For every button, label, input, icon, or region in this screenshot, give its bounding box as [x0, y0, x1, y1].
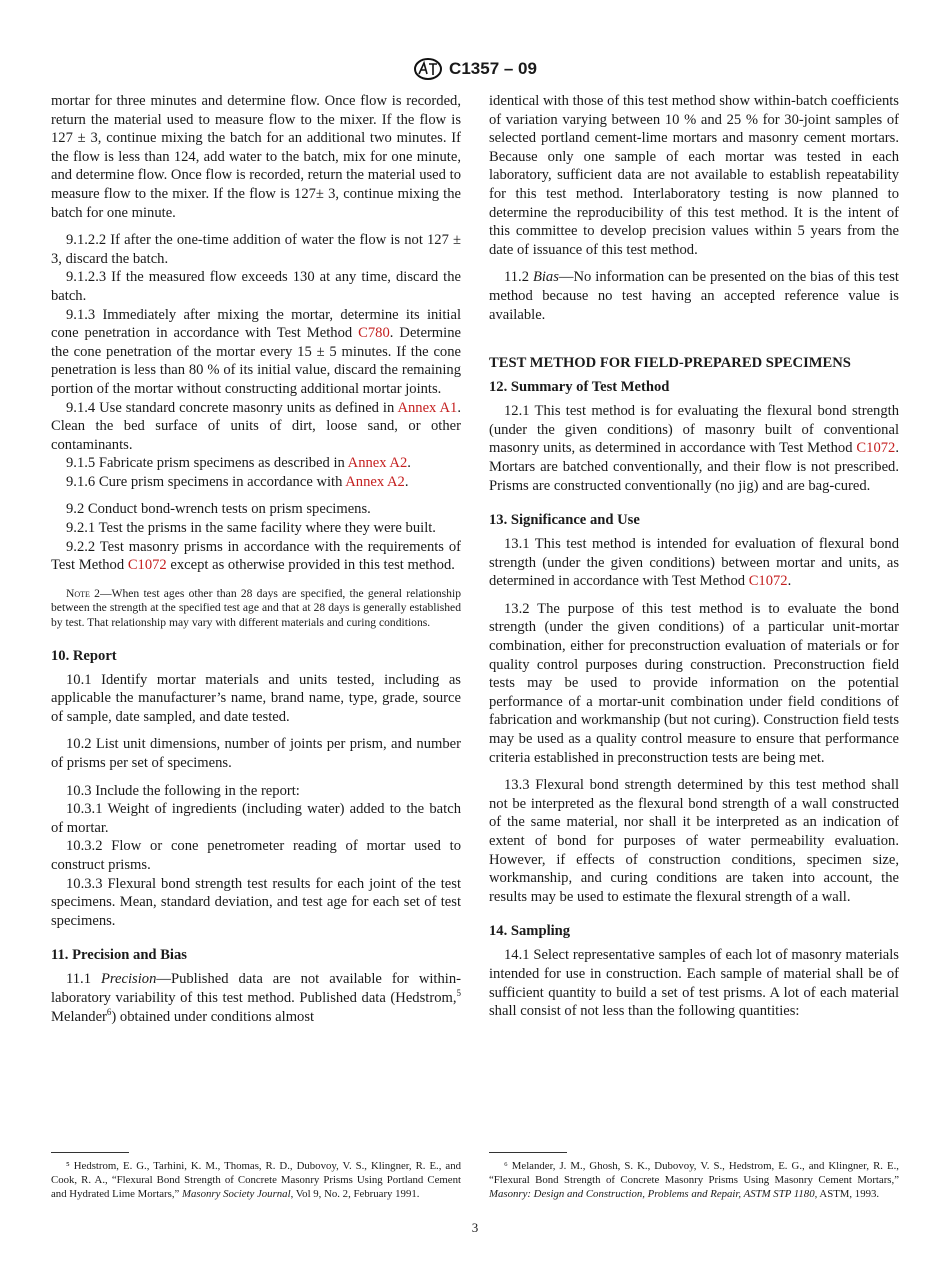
paragraph: 10.3 Include the following in the report: [66, 782, 300, 799]
paragraph: 9.1.5 Fabricate prism specimens as described in Annex A2. [66, 455, 411, 472]
ref-link-annex-a2[interactable]: Annex A2 [345, 473, 405, 490]
ref-link-annex-a1[interactable]: Annex A1 [397, 399, 458, 416]
section-heading: 14. Sampling [489, 923, 571, 940]
paragraph: 12.1 This test method is for evaluating the flexural bond strength (under the given conditions) of masonry built of conventional masonry units, as determined in accordance with Test Method C1072. Mortars are batched conventionally, and their flow is not prescribed. Prisms are constructed conventionally (no jig) and are bag-cured. [489, 403, 899, 494]
paragraph: 10.1 Identify mortar materials and units tested, including as applicable the manufacturer’s name, brand name, type, grade, source of sample, date sampled, and date tested. [51, 671, 461, 725]
paragraph: 13.2 The purpose of this test method is to evaluate the bond strength (under the given conditions) of a particular unit-mortar combination, either for preconstruction evaluation of materials or for quality control purposes during construction. Preconstruction field tests may be used to provide information on the potential performance of a mortar-unit combination under field conditions of fabrication and workmanship (but not curing). Construction field tests may be used as a quality control measure to ensure that performance criteria established in preconstruction tests are being met. [489, 600, 899, 766]
section-heading: 11. Precision and Bias [51, 947, 187, 964]
footnote-divider [51, 1152, 129, 1153]
ref-link-annex-a2[interactable]: Annex A2 [347, 455, 408, 472]
left-column [51, 92, 461, 1026]
right-column [489, 92, 899, 1021]
paragraph: 9.1.2.3 If the measured flow exceeds 130 at any time, discard the batch. [51, 269, 461, 304]
ref-link-c1072[interactable]: C1072 [127, 557, 167, 574]
note: Note 2—When test ages other than 28 days are specified, the general relationship between the strength at the specified test age and that at 28 days is generally established by test. That relationship may vary with different materials and curing conditions. [51, 586, 461, 630]
paragraph: 9.2 Conduct bond-wrench tests on prism specimens. [66, 501, 371, 518]
paragraph: 10.3.1 Weight of ingredients (including water) added to the batch of mortar. [51, 801, 461, 836]
paragraph: 14.1 Select representative samples of each lot of masonry materials intended for use in construction. Each sample of material shall be of sufficient quantity to build a set of test prisms. A lot of each material shall consist of not less than the following quantities: [489, 947, 899, 1020]
footnote-6: ⁶ Melander, J. M., Ghosh, S. K., Dubovoy, V. S., Hedstrom, E. G., and Klingner, R. E., “Flexural Bond Strength of Concrete Masonry Prisms Using Masonry Cement Mortars,” Masonry: Design and Construction, Problems and Repair, ASTM STP 1180, ASTM, 1993. [489, 1160, 899, 1200]
section-heading: 13. Significance and Use [489, 512, 640, 529]
paragraph: 13.1 This test method is intended for evaluation of flexural bond strength (under the given conditions) between mortar and units, as determined in accordance with Test Method C1072. [489, 536, 899, 590]
paragraph: 10.3.2 Flow or cone penetrometer reading of mortar used to construct prisms. [51, 838, 461, 873]
ref-link-c1072[interactable]: C1072 [748, 573, 788, 590]
paragraph: 9.1.3 Immediately after mixing the mortar, determine its initial cone penetration in accordance with Test Method C780. Determine the cone penetration of the mortar every 15 ± 5 minutes. If the cone penetration is less than 80 % of its initial value, discard the remaining portion of the mortar without constructing additional mortar joints. [51, 306, 461, 397]
paragraph: 9.1.4 Use standard concrete masonry units as defined in Annex A1. Clean the bed surface of units of dirt, loose sand, or other contaminants. [51, 399, 461, 453]
standard-designation: C1357 – 09 [449, 59, 537, 78]
paragraph: 11.1 Precision—Published data are not available for within-laboratory variability of this test method. Published data (Hedstrom,$^5$ Melander$^6$) obtained under conditions almost [51, 971, 461, 1025]
paragraph: 10.2 List unit dimensions, number of joints per prism, and number of prisms per set of specimens. [51, 736, 461, 771]
ref-link-c1072[interactable]: C1072 [856, 440, 896, 457]
section-heading: 12. Summary of Test Method [489, 379, 670, 396]
paragraph: identical with those of this test method show within-batch coefficients of variation varying between 10 % and 25 % for 30-joint samples of selected portland cement-lime mortars and masonry cement mortars. Because only one sample of each mortar was tested in each laboratory, sufficient data are not available to establish repeatability for this test method. Interlaboratory testing is now planned to determine the reproducibility of this test method. It is the intent of this committee to develop precision values within 5 years from the date of issuance of this test method. [489, 93, 899, 258]
astm-logo-icon [413, 58, 443, 80]
footnote-divider [489, 1152, 567, 1153]
ref-link-c780[interactable]: C780 [358, 325, 390, 342]
paragraph: 9.2.1 Test the prisms in the same facility where they were built. [66, 520, 436, 537]
footnote-5: ⁵ Hedstrom, E. G., Tarhini, K. M., Thomas, R. D., Dubovoy, V. S., Klingner, R. E., and Cook, R. A., “Flexural Bond Strength of Concrete Masonry Prisms Using Portland Cement and Hydrated Lime Mortars,” Masonry Society Journal, Vol 9, No. 2, February 1991. [51, 1160, 461, 1200]
paragraph: 13.3 Flexural bond strength determined by this test method shall not be interpreted as the flexural bond strength of a wall constructed of the same material, nor shall it be interpreted as an indication of extent of bond for purposes of water permeability evaluation. However, if effects of construction conditions, specimen size, workmanship, and curing conditions are taken into account, the results may be used to estimate the flexural strength of a wall. [489, 777, 899, 905]
section-heading: 10. Report [51, 647, 117, 664]
paragraph: 10.3.3 Flexural bond strength test results for each joint of the test specimens. Mean, standard deviation, and test age for each set of test specimens. [51, 875, 461, 929]
paragraph: 9.1.6 Cure prism specimens in accordance with Annex A2. [66, 473, 409, 490]
page-header [0, 58, 950, 80]
paragraph: 9.1.2.2 If after the one-time addition of water the flow is not 127 ± 3, discard the batch. [51, 232, 461, 267]
part-title: TEST METHOD FOR FIELD-PREPARED SPECIMENS [489, 355, 851, 372]
paragraph: 11.2 Bias—No information can be presented on the bias of this test method because no test having an accepted reference value is available. [489, 269, 899, 323]
paragraph: 9.2.2 Test masonry prisms in accordance with the requirements of Test Method C1072 except as otherwise provided in this test method. [51, 538, 461, 574]
page-number: 3 [471, 1220, 479, 1235]
paragraph: mortar for three minutes and determine flow. Once flow is recorded, return the material used to measure flow to the mixer. If the flow is 127 ± 3, continue mixing the batch for an additional two minutes. If the flow is less than 124, add water to the batch, mix for one minute, and determine flow. Once flow is recorded, return the material used to measure flow to the mixer. If the flow is 127± 3, continue mixing the batch for one minute. [51, 93, 461, 221]
